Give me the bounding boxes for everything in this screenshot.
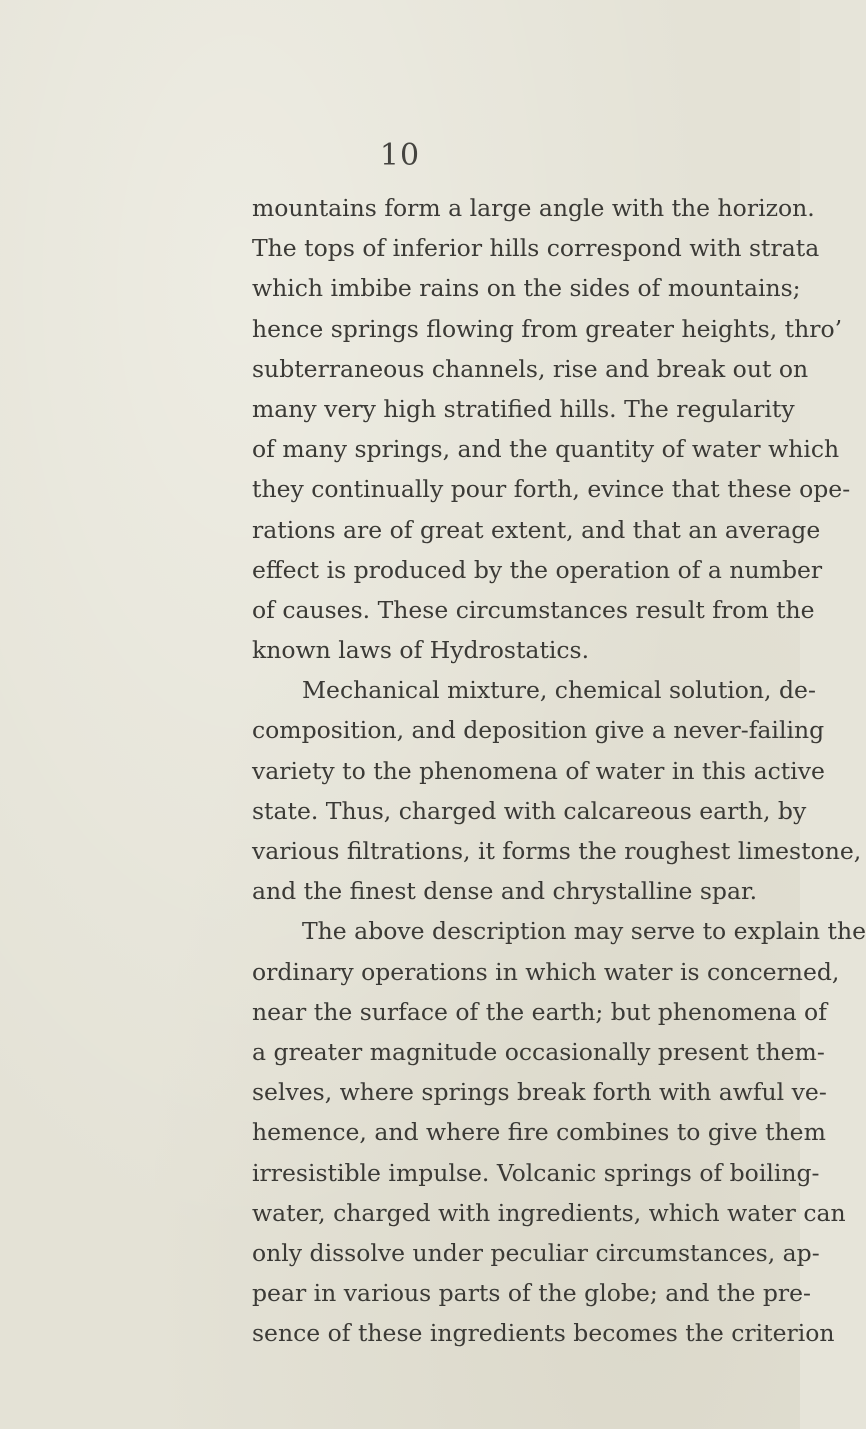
text-line: near the surface of the earth; but phenomena of bbox=[252, 997, 827, 1026]
text-line: Mechanical mixture, chemical solution, de- bbox=[302, 676, 816, 705]
text-line: and the finest dense and chrystalline spar. bbox=[252, 877, 758, 906]
text-line: of causes. These circumstances result from the bbox=[252, 595, 815, 624]
text-line: many very high stratified hills. The regularity bbox=[252, 394, 795, 423]
text-line: hemence, and where fire combines to give them bbox=[252, 1118, 826, 1147]
text-line: various filtrations, it forms the roughest limestone, bbox=[252, 837, 862, 865]
text-line: state. Thus, charged with calcareous earth, by bbox=[252, 796, 807, 825]
text-line: of many springs, and the quantity of water which bbox=[252, 435, 840, 464]
text-line: pear in various parts of the globe; and the pre- bbox=[252, 1279, 811, 1308]
text-line: hence springs flowing from greater heights, thro’ bbox=[252, 314, 843, 343]
text-line: only dissolve under peculiar circumstances, ap- bbox=[252, 1238, 820, 1267]
text-line: mountains form a large angle with the horizon. bbox=[252, 194, 815, 222]
text-line: effect is produced by the operation of a number bbox=[252, 555, 823, 584]
text-line: ordinary operations in which water is concerned, bbox=[252, 957, 840, 986]
text-line: subterraneous channels, rise and break out on bbox=[252, 354, 809, 383]
text-line: sence of these ingredients becomes the criterion bbox=[252, 1319, 835, 1348]
page-number: 10 bbox=[379, 138, 421, 173]
text-line: water, charged with ingredients, which water can bbox=[252, 1198, 846, 1227]
text-line: rations are of great extent, and that an average bbox=[252, 515, 821, 544]
text-line: The tops of inferior hills correspond with strata bbox=[252, 234, 820, 263]
text-line: they continually pour forth, evince that these ope- bbox=[252, 475, 851, 504]
text-line: composition, and deposition give a never-failing bbox=[252, 716, 825, 745]
text-line: known laws of Hydrostatics. bbox=[252, 636, 590, 665]
body-text bbox=[252, 188, 866, 1353]
text-line: which imbibe rains on the sides of mountains; bbox=[252, 274, 801, 303]
text-line: irresistible impulse. Volcanic springs of boiling- bbox=[252, 1158, 820, 1187]
text-line: a greater magnitude occasionally present them- bbox=[252, 1037, 825, 1066]
text-line: variety to the phenomena of water in this active bbox=[252, 756, 825, 785]
text-line: selves, where springs break forth with awful ve- bbox=[252, 1078, 827, 1107]
text-line: The above description may serve to explain the bbox=[302, 917, 866, 946]
